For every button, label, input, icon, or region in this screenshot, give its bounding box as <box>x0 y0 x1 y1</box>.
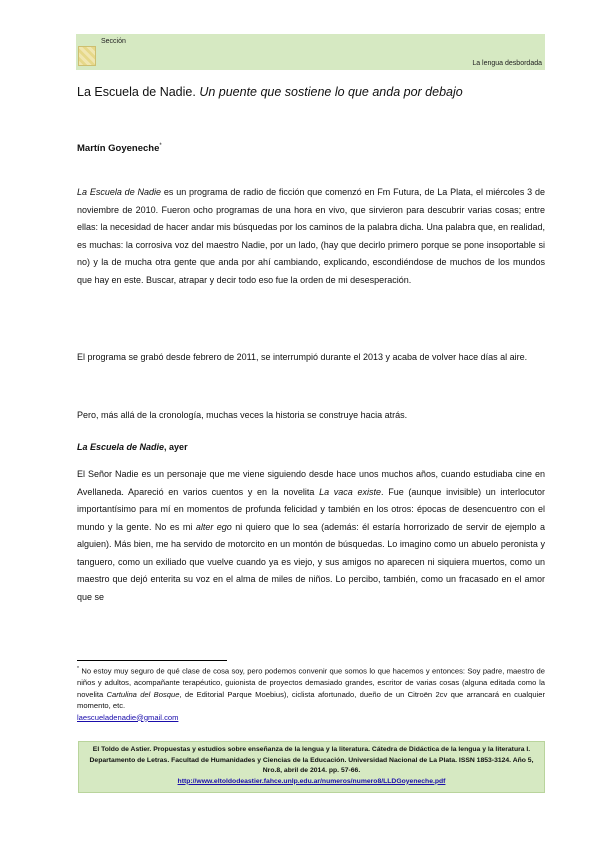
section-subheading <box>77 442 188 452</box>
paragraph-4-c: ni quiero que lo sea (además: él estaría horrorizado de servir de ejemplo a alguien). Más bien, me ha servido de motorcito en un montón de búsquedas. Lo imagino como un abuelo peronista y tanguero, como un exiliado que vuelve cuando ya es viejo, y sus amigos no aparecen ni siquiera muertos, como un maestro que dejó enterita su voz en el alma de miles de niños. Lo percibo, también, como un fracasado en el amor que se <box>77 521 546 602</box>
paragraph-1 <box>77 184 545 289</box>
footnote-text-a: No estoy muy seguro de qué clase de cosa soy, pero podemos convenir que somos lo que hacemos y entonces: Soy padre, maestro de niños y adultos, acompañante terapéutico, guionista de proyectos demasiado grandes, escritor de varias cosas (alguna editada como la novelita <box>77 666 545 699</box>
author-line <box>77 143 162 154</box>
author-name: Martín Goyeneche <box>77 143 160 155</box>
paragraph-4-italic-1: La vaca existe <box>319 486 382 497</box>
footnote-italic: Cartulina del Bosque <box>106 689 180 699</box>
header-section-label: Sección <box>101 38 126 45</box>
footnote-mark: * <box>77 666 79 672</box>
paragraph-4 <box>77 466 545 606</box>
citation-text: El Toldo de Astier. Propuestas y estudios sobre enseñanza de la lengua y la literatura. Cátedra de Didáctica de la lengua y la literatura I. Departamento de Letras. Facultad de Humanidades y Ciencias de la Educación. Universidad Nacional de La Plata. ISSN 1853-3124. Año 5, Nro.8, abril de 2014. pp. 57-66. <box>89 746 534 774</box>
paragraph-4-italic-2: alter ego <box>195 521 232 532</box>
article-title <box>77 85 547 99</box>
author-footnote-mark: * <box>159 143 162 149</box>
paragraph-2 <box>77 349 545 367</box>
title-subtitle: Un puente que sostiene lo que anda por debajo <box>199 85 463 99</box>
footnote <box>77 664 545 723</box>
citation-url-link[interactable]: http://www.eltoldodeastier.fahce.unlp.edu.ar/numeros/numero8/LLDGoyeneche.pdf <box>177 777 446 785</box>
paragraph-3 <box>77 407 545 425</box>
paragraph-4-a: El Señor Nadie es un personaje que me viene siguiendo desde hace unos muchos años, cuando estudiaba cine en Avellaneda. Apareció en varios cuentos y en la novelita <box>77 469 545 497</box>
subheading-italic: La Escuela de Nadie <box>77 442 165 452</box>
citation-box <box>78 741 545 793</box>
subheading-rest: , ayer <box>164 442 188 452</box>
paragraph-1-text: es un programa de radio de ficción que comenzó en Fm Futura, de La Plata, el miércoles 3 de noviembre de 2010. Fueron ocho programas de una hora en vivo, que sirvieron para descubrir varias cosas; entre ellas: la necesidad de hacer andar mis búsquedas por los caminos de la palabra dicha. Una palabra que, en realidad, es muchas: la corrosiva voz del maestro Nadie, por un lado, (hay que decirlo primero porque se pone insoportable si no) y la de mucha otra gente que anda por ahí cambiando, explicando, escondiéndose de muchos de los mundos que hay en este. Buscar, atrapar y decir todo eso fue la orden de mi desesperación. <box>77 187 545 285</box>
paragraph-2-text: El programa se grabó desde febrero de 2011, se interrumpió durante el 2013 y acaba de volver hace días al aire. <box>77 352 528 362</box>
header-journal-label: La lengua desbordada <box>472 60 542 67</box>
footnote-email-link[interactable]: laescueladenadie@gmail.com <box>77 712 179 722</box>
journal-logo-icon <box>78 46 96 66</box>
footnote-divider <box>77 660 227 661</box>
footnote-text-b: , de Editorial Parque Moebius), ciclista afortunado, dueño de un Citroën 2cv que arrancará en cualquier momento, etc. <box>77 689 545 711</box>
title-main: La Escuela de Nadie. <box>77 85 200 99</box>
paragraph-3-text: Pero, más allá de la cronología, muchas veces la historia se construye hacia atrás. <box>77 410 408 420</box>
paragraph-1-italic: La Escuela de Nadie <box>77 187 162 197</box>
paragraph-4-b: . Fue (aunque invisible) un interlocutor importantísimo para mí en momentos de profunda felicidad y también en los otros: épocas de desencuentro con el mundo y la gente. No es mi <box>77 486 545 532</box>
